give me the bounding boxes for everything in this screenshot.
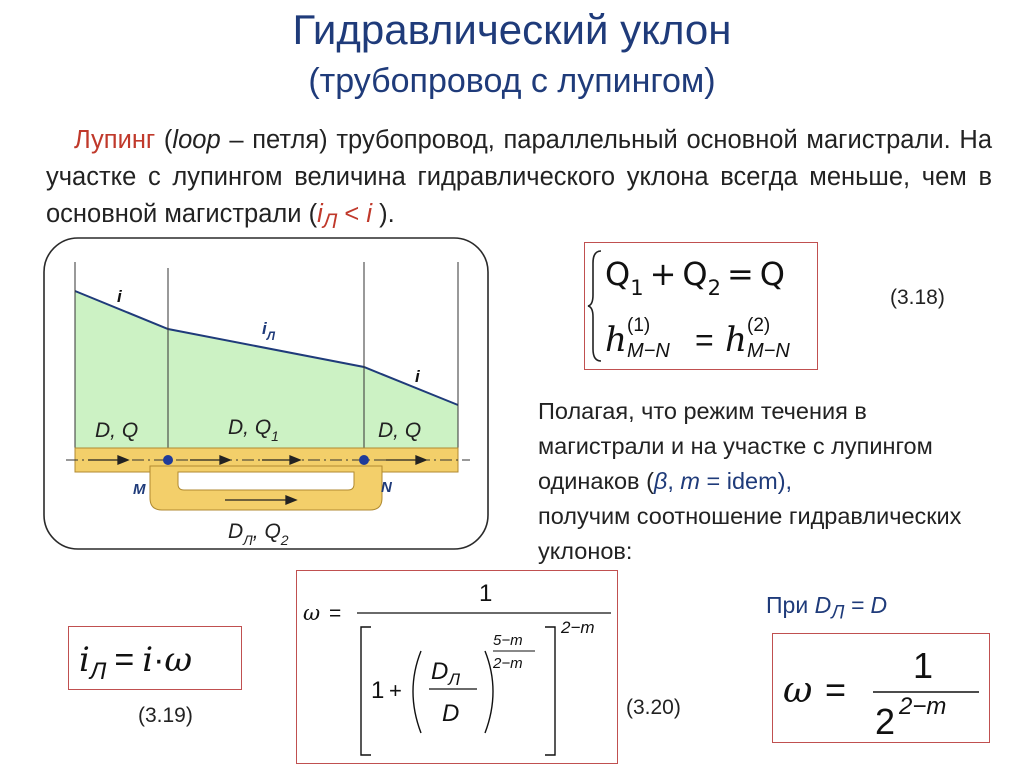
eq-3-19-box (68, 626, 242, 690)
label-seg-mid-main: D, Q (228, 416, 272, 439)
eq-3-18-h1-sup: (1) (627, 315, 651, 336)
node-n-dot (359, 455, 369, 465)
eq-3-20-frac-top: $D_Л$ (431, 658, 460, 689)
eq-3-19-formula: $i_Л = i\cdot\omega$ (79, 640, 193, 685)
special-case-box (772, 633, 990, 743)
eq-3-20-omega: ω (303, 601, 321, 625)
label-node-n: N (381, 479, 392, 496)
eq-3-20-exp-top: 5−m (493, 632, 523, 649)
intro-i: i (366, 200, 373, 228)
special-eq-d: = D (844, 592, 888, 618)
special-case-label: При $D_Л = D$ (766, 592, 888, 624)
label-iL-main: i (262, 319, 267, 338)
para2-comma: , (667, 468, 681, 494)
label-loop-d-sub: Л (243, 532, 253, 548)
label-node-m: M (133, 481, 146, 498)
eq-3-18-brace (585, 243, 817, 369)
assumption-paragraph (538, 394, 978, 569)
para2-text-1: Полагая, что режим течения в магистрали и на участке с лупингом одинаков ( (538, 398, 933, 494)
eq-3-18-h1: h (605, 320, 627, 360)
label-loop-d: D (228, 520, 244, 543)
eq-3-20-one: 1 (371, 677, 385, 704)
eq-3-20-right-bracket (545, 627, 555, 755)
special-d-sub: Л (831, 602, 845, 624)
eq-3-18-box (584, 242, 818, 370)
eq-3-18-number: (3.18) (890, 286, 945, 309)
eq-3-20-number: (3.20) (626, 696, 681, 719)
special-numer: 1 (913, 645, 934, 686)
eq-3-20-exp-bot: 2−m (493, 655, 523, 672)
special-eq: = (825, 669, 847, 710)
special-base: 2 (875, 701, 896, 742)
special-exp: 2−m (899, 693, 947, 720)
eq-3-20-left-bracket (361, 627, 371, 755)
eq-3-19-number: (3.19) (138, 704, 193, 727)
eq-3-20-box (296, 570, 618, 764)
intro-end: ). (372, 200, 395, 228)
intro-lt: < (337, 200, 367, 228)
eq-3-20-right-paren (485, 651, 493, 733)
eq-3-18-h2: h (725, 320, 747, 360)
eq-3-18-h1-sub: M−N (627, 340, 670, 362)
para2-beta: β (653, 468, 668, 494)
intro-text-2: – петля) трубопровод, параллельный основной магистрали. На участке с лупингом величина гидравлического уклона всегда меньше, чем в основной магистрали ( (46, 126, 992, 228)
eq-3-20-frac-bot: D (442, 700, 460, 727)
label-i-right: i (415, 367, 420, 386)
label-i-left: i (117, 287, 122, 306)
eq-3-20-plus: + (389, 678, 402, 703)
label-seg-left: D, Q (95, 419, 139, 442)
term-luping: Лупинг (74, 126, 156, 154)
intro-loop-word: loop (172, 126, 221, 154)
eq-3-20-left-paren (413, 651, 421, 733)
intro-iL-sub: Л (322, 209, 338, 234)
eq-3-20-eq: = (329, 602, 342, 625)
label-loop-q: , Q (252, 520, 281, 543)
special-d: D (814, 592, 832, 618)
para2-m: m (680, 468, 700, 494)
page-subtitle: (трубопровод с лупингом) (308, 62, 716, 100)
eq-3-18-eq2: = (695, 322, 714, 358)
eq-3-18-row1: $Q_1 + Q_2 = Q$ (605, 255, 785, 300)
eq-3-18-h2-sup: (2) (747, 315, 771, 336)
page-title: Гидравлический уклон (292, 6, 732, 53)
label-iL-sub: Л (266, 329, 275, 343)
eq-3-20-outer-exp: 2−m (561, 618, 595, 637)
special-omega: ω (783, 670, 813, 711)
eq-3-18-h2-sub: M−N (747, 340, 790, 362)
looping-diagram (0, 0, 520, 570)
para2-text-2: получим соотношение гидравлических уклонов: (538, 503, 962, 564)
node-m-dot (163, 455, 173, 465)
eq-3-20-numer: 1 (479, 580, 493, 607)
loop-inner (178, 472, 354, 490)
label-seg-right: D, Q (378, 419, 422, 442)
label-loop-q-sub: 2 (280, 532, 289, 548)
label-seg-mid-sub: 1 (271, 428, 279, 444)
para2-idem: = idem), (699, 468, 793, 494)
intro-iL: i (317, 200, 323, 228)
intro-text-1: ( (155, 126, 173, 154)
